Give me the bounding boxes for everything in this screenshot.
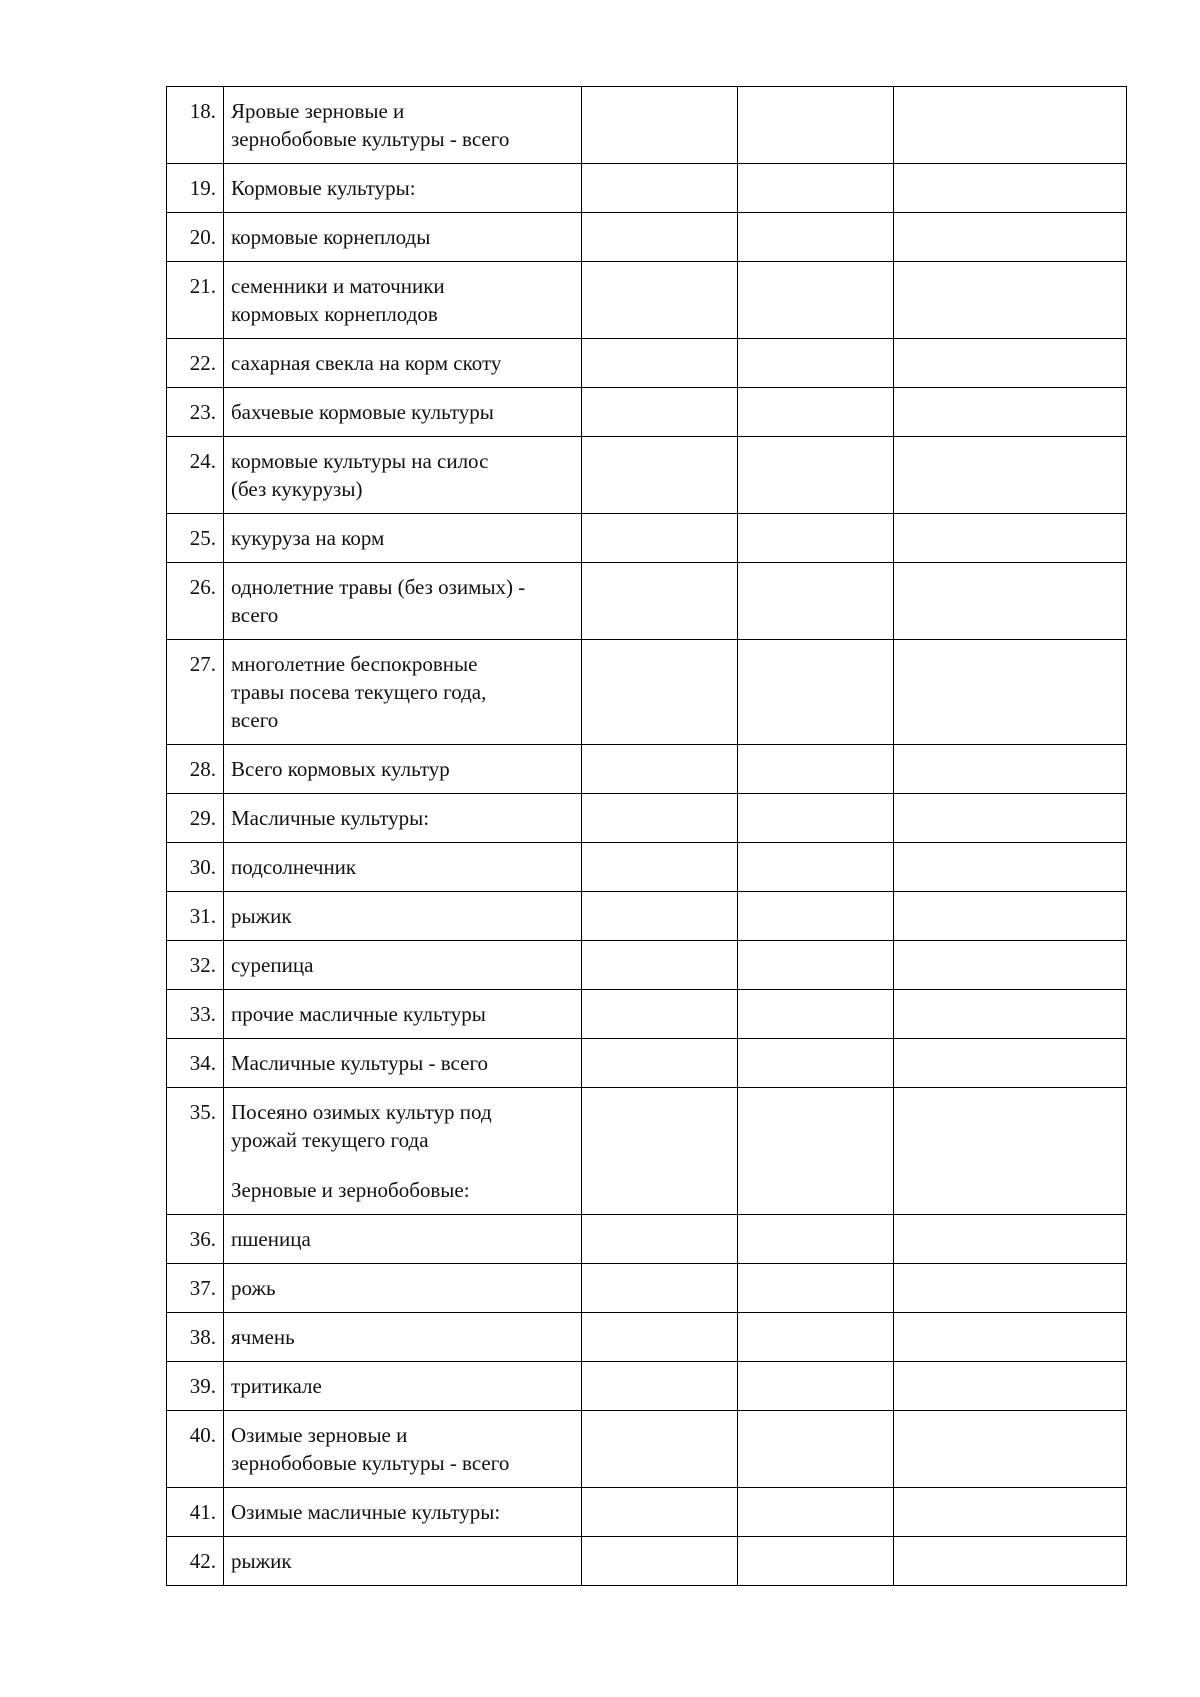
table-row xyxy=(167,1313,1127,1362)
row-label-line: прочие масличные культуры xyxy=(231,1002,486,1026)
row-label xyxy=(224,563,582,640)
value-cell[interactable] xyxy=(582,339,738,388)
value-cell[interactable] xyxy=(582,843,738,892)
value-cell[interactable] xyxy=(894,339,1127,388)
value-cell[interactable] xyxy=(894,941,1127,990)
row-label-line: Озимые масличные культуры: xyxy=(231,1500,501,1524)
value-cell[interactable] xyxy=(582,514,738,563)
row-label xyxy=(224,843,582,892)
value-cell[interactable] xyxy=(738,1264,894,1313)
value-cell[interactable] xyxy=(894,990,1127,1039)
value-cell[interactable] xyxy=(894,1313,1127,1362)
row-number: 37. xyxy=(167,1264,224,1313)
table-row xyxy=(167,1488,1127,1537)
value-cell[interactable] xyxy=(894,1362,1127,1411)
row-number: 42. xyxy=(167,1537,224,1586)
value-cell[interactable] xyxy=(738,640,894,745)
value-cell[interactable] xyxy=(738,388,894,437)
value-cell[interactable] xyxy=(582,1215,738,1264)
row-label-line: сурепица xyxy=(231,953,314,977)
value-cell[interactable] xyxy=(894,87,1127,164)
value-cell[interactable] xyxy=(894,213,1127,262)
value-cell[interactable] xyxy=(894,164,1127,213)
row-label-line: зернобобовые культуры - всего xyxy=(231,127,510,151)
value-cell[interactable] xyxy=(582,388,738,437)
table-row xyxy=(167,87,1127,164)
value-cell[interactable] xyxy=(738,1362,894,1411)
table-row xyxy=(167,437,1127,514)
value-cell[interactable] xyxy=(738,262,894,339)
value-cell[interactable] xyxy=(582,164,738,213)
row-label xyxy=(224,1362,582,1411)
table-row xyxy=(167,213,1127,262)
row-number: 39. xyxy=(167,1362,224,1411)
table-row xyxy=(167,388,1127,437)
value-cell[interactable] xyxy=(582,640,738,745)
row-label-line: урожай текущего года xyxy=(231,1128,429,1152)
value-cell[interactable] xyxy=(582,990,738,1039)
row-number: 38. xyxy=(167,1313,224,1362)
row-number: 25. xyxy=(167,514,224,563)
table-row xyxy=(167,794,1127,843)
value-cell[interactable] xyxy=(738,514,894,563)
value-cell[interactable] xyxy=(738,1488,894,1537)
value-cell[interactable] xyxy=(582,262,738,339)
row-number: 35. xyxy=(167,1088,224,1215)
value-cell[interactable] xyxy=(582,745,738,794)
row-label xyxy=(224,794,582,843)
table-row xyxy=(167,514,1127,563)
table-row xyxy=(167,745,1127,794)
table-row xyxy=(167,1411,1127,1488)
row-label-line: Кормовые культуры: xyxy=(231,176,416,200)
value-cell[interactable] xyxy=(738,794,894,843)
value-cell[interactable] xyxy=(894,563,1127,640)
table-row xyxy=(167,563,1127,640)
value-cell[interactable] xyxy=(738,745,894,794)
row-number: 36. xyxy=(167,1215,224,1264)
value-cell[interactable] xyxy=(894,1537,1127,1586)
value-cell[interactable] xyxy=(582,941,738,990)
table-row xyxy=(167,843,1127,892)
row-label-line: рожь xyxy=(231,1276,276,1300)
value-cell[interactable] xyxy=(582,437,738,514)
value-cell[interactable] xyxy=(894,843,1127,892)
value-cell[interactable] xyxy=(738,213,894,262)
row-number: 24. xyxy=(167,437,224,514)
value-cell[interactable] xyxy=(738,1313,894,1362)
value-cell[interactable] xyxy=(738,941,894,990)
value-cell[interactable] xyxy=(582,87,738,164)
row-label-line: всего xyxy=(231,708,279,732)
row-number: 33. xyxy=(167,990,224,1039)
value-cell[interactable] xyxy=(894,745,1127,794)
row-label xyxy=(224,640,582,745)
value-cell[interactable] xyxy=(738,437,894,514)
value-cell[interactable] xyxy=(894,1088,1127,1215)
table-row xyxy=(167,1215,1127,1264)
row-label-line: рыжик xyxy=(231,1549,292,1573)
row-label xyxy=(224,87,582,164)
table-row xyxy=(167,640,1127,745)
row-number: 23. xyxy=(167,388,224,437)
crops-form-table xyxy=(166,86,1127,1586)
row-number: 27. xyxy=(167,640,224,745)
value-cell[interactable] xyxy=(582,1411,738,1488)
value-cell[interactable] xyxy=(738,563,894,640)
value-cell[interactable] xyxy=(894,1264,1127,1313)
value-cell[interactable] xyxy=(582,213,738,262)
value-cell[interactable] xyxy=(582,1537,738,1586)
row-label-line: всего xyxy=(231,603,279,627)
value-cell[interactable] xyxy=(738,843,894,892)
row-label xyxy=(224,1215,582,1264)
value-cell[interactable] xyxy=(738,1537,894,1586)
row-number: 30. xyxy=(167,843,224,892)
row-label xyxy=(224,941,582,990)
row-label xyxy=(224,1313,582,1362)
value-cell[interactable] xyxy=(738,1039,894,1088)
row-number: 18. xyxy=(167,87,224,164)
row-number: 40. xyxy=(167,1411,224,1488)
table-body xyxy=(167,87,1127,1586)
value-cell[interactable] xyxy=(738,990,894,1039)
row-label xyxy=(224,892,582,941)
value-cell[interactable] xyxy=(894,1039,1127,1088)
row-label xyxy=(224,1411,582,1488)
row-label-line: кормовые корнеплоды xyxy=(231,225,431,249)
value-cell[interactable] xyxy=(894,640,1127,745)
value-cell[interactable] xyxy=(738,164,894,213)
table-row xyxy=(167,164,1127,213)
row-label xyxy=(224,1488,582,1537)
row-label-line: многолетние беспокровные xyxy=(231,652,478,676)
value-cell[interactable] xyxy=(582,1362,738,1411)
row-label-line: сахарная свекла на корм скоту xyxy=(231,351,502,375)
row-label xyxy=(224,1039,582,1088)
table-row xyxy=(167,1537,1127,1586)
row-label-line: подсолнечник xyxy=(231,855,357,879)
row-label-line: Озимые зерновые и xyxy=(231,1423,408,1447)
row-number: 31. xyxy=(167,892,224,941)
value-cell[interactable] xyxy=(894,1411,1127,1488)
value-cell[interactable] xyxy=(582,1264,738,1313)
row-label xyxy=(224,514,582,563)
row-number: 32. xyxy=(167,941,224,990)
row-number: 20. xyxy=(167,213,224,262)
value-cell[interactable] xyxy=(582,1039,738,1088)
row-number: 21. xyxy=(167,262,224,339)
row-label-line: пшеница xyxy=(231,1227,311,1251)
row-sublabel-line: Зерновые и зернобобовые: xyxy=(231,1178,470,1202)
value-cell[interactable] xyxy=(582,563,738,640)
row-label-line: однолетние травы (без озимых) - xyxy=(231,575,526,599)
row-label-line: Яровые зерновые и xyxy=(231,99,405,123)
row-number: 41. xyxy=(167,1488,224,1537)
value-cell[interactable] xyxy=(738,87,894,164)
row-number: 19. xyxy=(167,164,224,213)
row-label-line: кормовые культуры на силос xyxy=(231,449,489,473)
row-label-line: кукуруза на корм xyxy=(231,526,385,550)
row-label xyxy=(224,1088,582,1215)
row-label-line: Масличные культуры: xyxy=(231,806,430,830)
row-label-line: (без кукурузы) xyxy=(231,477,363,501)
table-row xyxy=(167,262,1127,339)
value-cell[interactable] xyxy=(582,892,738,941)
row-label xyxy=(224,1264,582,1313)
value-cell[interactable] xyxy=(738,1215,894,1264)
value-cell[interactable] xyxy=(894,1488,1127,1537)
value-cell[interactable] xyxy=(894,514,1127,563)
row-label-line: кормовых корнеплодов xyxy=(231,302,438,326)
value-cell[interactable] xyxy=(894,437,1127,514)
row-number: 28. xyxy=(167,745,224,794)
table-row xyxy=(167,339,1127,388)
table-row xyxy=(167,1039,1127,1088)
value-cell[interactable] xyxy=(894,892,1127,941)
row-label xyxy=(224,388,582,437)
row-label-line: ячмень xyxy=(231,1325,295,1349)
value-cell[interactable] xyxy=(738,339,894,388)
table-row xyxy=(167,990,1127,1039)
table-row xyxy=(167,892,1127,941)
row-number: 29. xyxy=(167,794,224,843)
row-number: 34. xyxy=(167,1039,224,1088)
row-label-line: травы посева текущего года, xyxy=(231,680,487,704)
row-label xyxy=(224,1537,582,1586)
value-cell[interactable] xyxy=(894,1215,1127,1264)
row-label-line: зернобобовые культуры - всего xyxy=(231,1451,510,1475)
row-label xyxy=(224,339,582,388)
value-cell[interactable] xyxy=(738,892,894,941)
row-label-line: бахчевые кормовые культуры xyxy=(231,400,494,424)
row-label-line: тритикале xyxy=(231,1374,322,1398)
row-number: 26. xyxy=(167,563,224,640)
table-row xyxy=(167,1088,1127,1215)
value-cell[interactable] xyxy=(894,262,1127,339)
table-row xyxy=(167,1264,1127,1313)
row-label xyxy=(224,213,582,262)
value-cell[interactable] xyxy=(894,794,1127,843)
row-label xyxy=(224,164,582,213)
row-label-line: Всего кормовых культур xyxy=(231,757,450,781)
row-label xyxy=(224,990,582,1039)
row-label xyxy=(224,745,582,794)
value-cell[interactable] xyxy=(582,1088,738,1215)
table-row xyxy=(167,1362,1127,1411)
row-number: 22. xyxy=(167,339,224,388)
row-label xyxy=(224,262,582,339)
row-label-line: Посеяно озимых культур под xyxy=(231,1100,492,1124)
value-cell[interactable] xyxy=(738,1088,894,1215)
value-cell[interactable] xyxy=(582,1313,738,1362)
row-label-line: Масличные культуры - всего xyxy=(231,1051,489,1075)
row-label-line: рыжик xyxy=(231,904,292,928)
row-label xyxy=(224,437,582,514)
value-cell[interactable] xyxy=(738,1411,894,1488)
table-row xyxy=(167,941,1127,990)
value-cell[interactable] xyxy=(894,388,1127,437)
value-cell[interactable] xyxy=(582,1488,738,1537)
value-cell[interactable] xyxy=(582,794,738,843)
row-label-line: семенники и маточники xyxy=(231,274,445,298)
